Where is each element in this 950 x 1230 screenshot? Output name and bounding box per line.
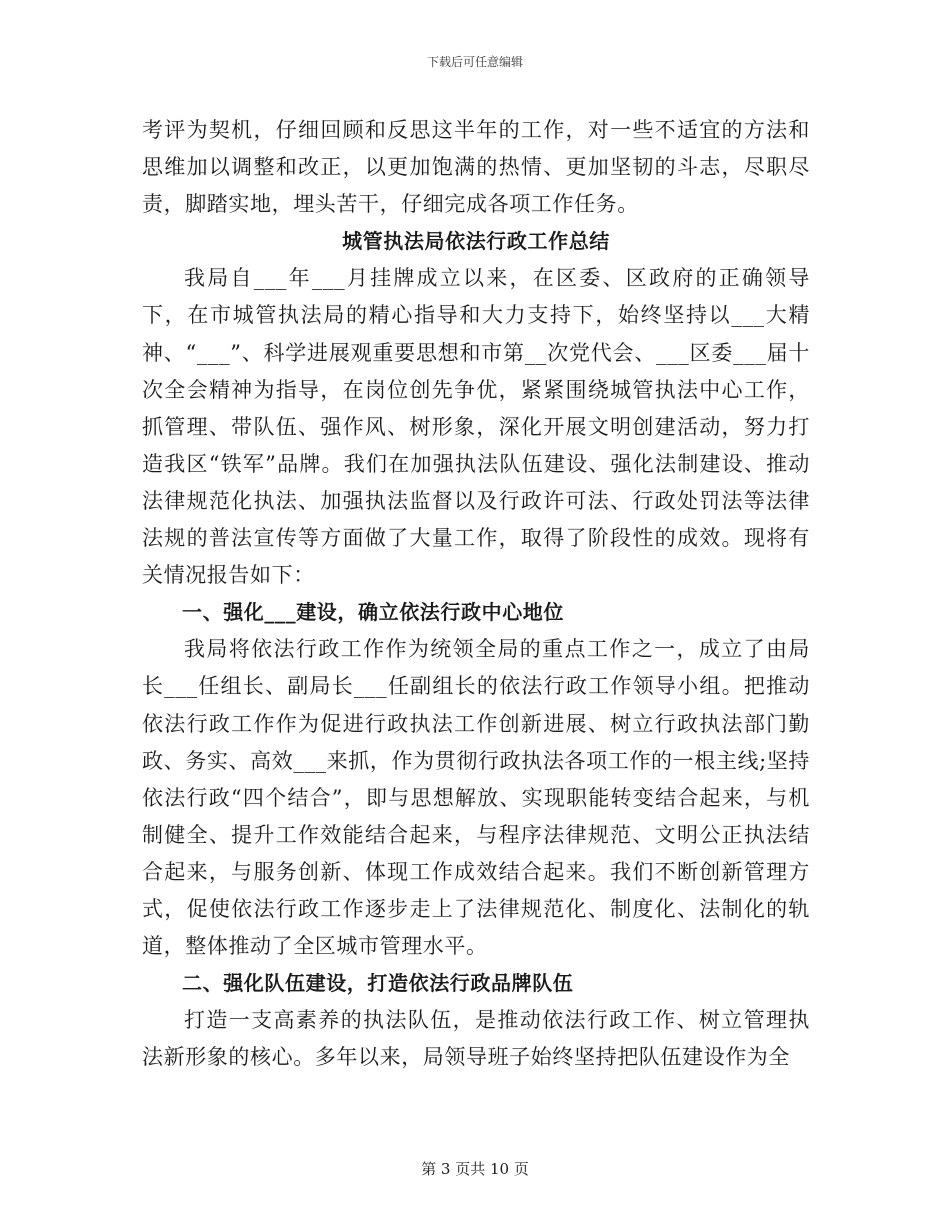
document-body [142,112,810,1076]
page-header: 下载后可任意编辑 [426,55,523,69]
document-title: 城管执法局依法行政工作总结 [342,229,610,254]
paragraph-2: 我局将依法行政工作作为统领全局的重点工作之一，成立了由局长___任组长、副局长___任副组长的依法行政工作领导小组。把推动依法行政工作作为促进行政执法工作创新进展、树立行政执法部门勤政、务实、高效___来抓，作为贯彻行政执法各项工作的一根主线;坚持依法行政“四个结合”，即与思想解放、实现职能转变结合起来，与机制健全、提升工作效能结合起来，与程序法律规范、文明公正执法结合起来，与服务创新、体现工作成效结合起来。我们不断创新管理方式，促使依法行政工作逐步走上了法律规范化、制度化、法制化的轨道，整体推动了全区城市管理水平。 [142,637,810,959]
paragraph-1: 我局自___年___月挂牌成立以来，在区委、区政府的正确领导下，在市城管执法局的精心指导和大力支持下，始终坚持以___大精神、“___”、科学进展观重要思想和市第__次党代会、___区委___届十次全会精神为指导，在岗位创先争优，紧紧围绕城管执法中心工作，抓管理、带队伍、强作风、树形象，深化开展文明创建活动，努力打造我区“铁军”品牌。我们在加强执法队伍建设、强化法制建设、推动法律规范化执法、加强执法监督以及行政许可法、行政处罚法等法律法规的普法宣传等方面做了大量工作，取得了阶段性的成效。现将有关情况报告如下： [142,266,810,588]
section-heading-2: 二、强化队伍建设，打造依法行政品牌队伍 [182,971,574,996]
page-number: 第 3 页共 10 页 [421,1160,529,1178]
paragraph-intro: 考评为契机，仔细回顾和反思这半年的工作，对一些不适宜的方法和思维加以调整和改正，以更加饱满的热情、更加坚韧的斗志，尽职尽责，脚踏实地，埋头苦干，仔细完成各项工作任务。 [142,118,810,217]
section-heading-1: 一、强化___建设，确立依法行政中心地位 [182,600,564,625]
paragraph-3: 打造一支高素养的执法队伍，是推动依法行政工作、树立管理执法新形象的核心。多年以来，局领导班子始终坚持把队伍建设作为全 [142,1008,810,1070]
